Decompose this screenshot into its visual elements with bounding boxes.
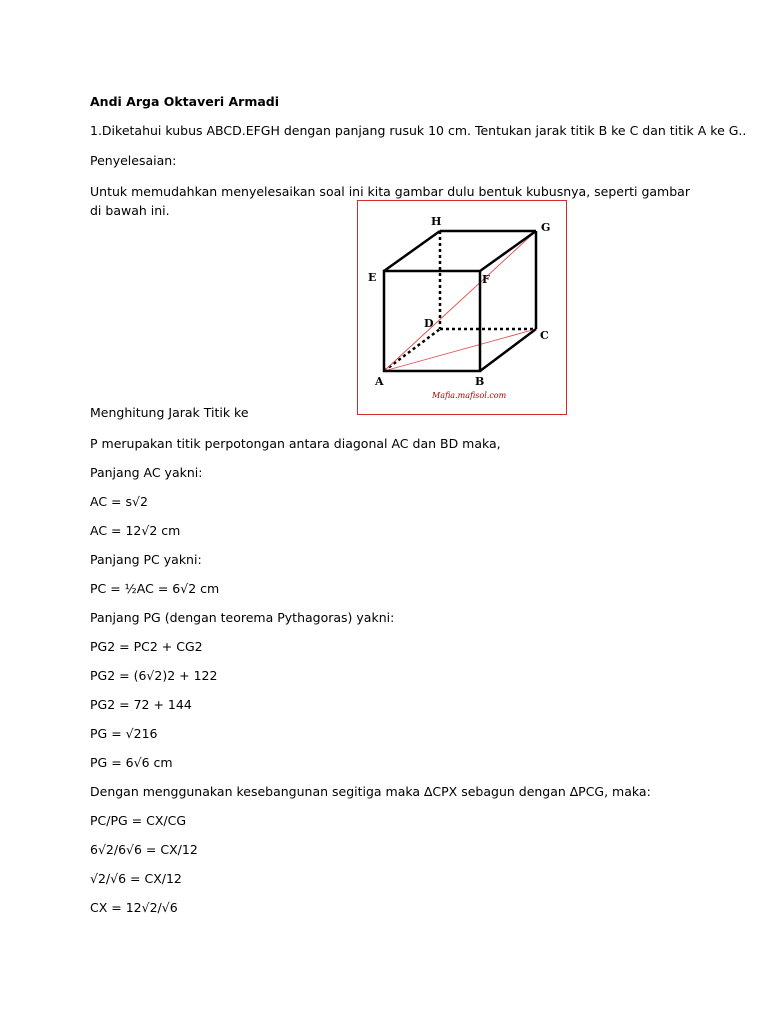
cube-diagram [358,201,565,413]
line-11: PG2 = 72 + 144 [90,697,192,712]
author-name: Andi Arga Oktaveri Armadi [90,94,280,109]
intro-paragraph: Untuk memudahkan menyelesaikan soal ini kita gambar dulu bentuk kubusnya, seperti gambar di bawah ini. [90,184,690,218]
line-2: P merupakan titik perpotongan antara diagonal AC dan BD maka, [90,436,501,451]
line-7: PC = ½AC = 6√2 cm [90,581,220,596]
edge-eh [384,231,440,271]
label-f: F [482,273,490,286]
line-12: PG = √216 [90,726,158,741]
source-watermark: Mafia.mafisol.com [432,391,507,400]
line-14: Dengan menggunakan kesebangunan segitiga maka ∆CPX sebagun dengan ∆PCG, maka: [90,784,651,799]
label-e: E [368,271,377,284]
cube-figure [357,200,567,415]
line-17: √2/√6 = CX/12 [90,871,182,886]
line-18: CX = 12√2/√6 [90,900,178,915]
line-1: Menghitung Jarak Titik ke [90,405,249,420]
line-16: 6√2/6√6 = CX/12 [90,842,198,857]
question-text: 1.Diketahui kubus ABCD.EFGH dengan panjang rusuk 10 cm. Tentukan jarak titik B ke C dan titik A ke G.. [90,123,747,138]
label-c: C [540,329,549,342]
label-h: H [431,215,442,228]
edge-ad [384,329,440,371]
edge-bc [480,329,536,371]
line-13: PG = 6√6 cm [90,755,173,770]
solution-heading: Penyelesaian: [90,153,177,168]
edge-fg [480,231,536,271]
line-4: AC = s√2 [90,494,148,509]
label-a: A [375,375,384,388]
line-6: Panjang PC yakni: [90,552,202,567]
line-9: PG2 = PC2 + CG2 [90,639,203,654]
label-d: D [424,317,434,330]
line-3: Panjang AC yakni: [90,465,203,480]
line-5: AC = 12√2 cm [90,523,181,538]
label-b: B [475,375,485,388]
line-15: PC/PG = CX/CG [90,813,187,828]
label-g: G [541,221,551,234]
line-10: PG2 = (6√2)2 + 122 [90,668,218,683]
line-8: Panjang PG (dengan teorema Pythagoras) yakni: [90,610,395,625]
